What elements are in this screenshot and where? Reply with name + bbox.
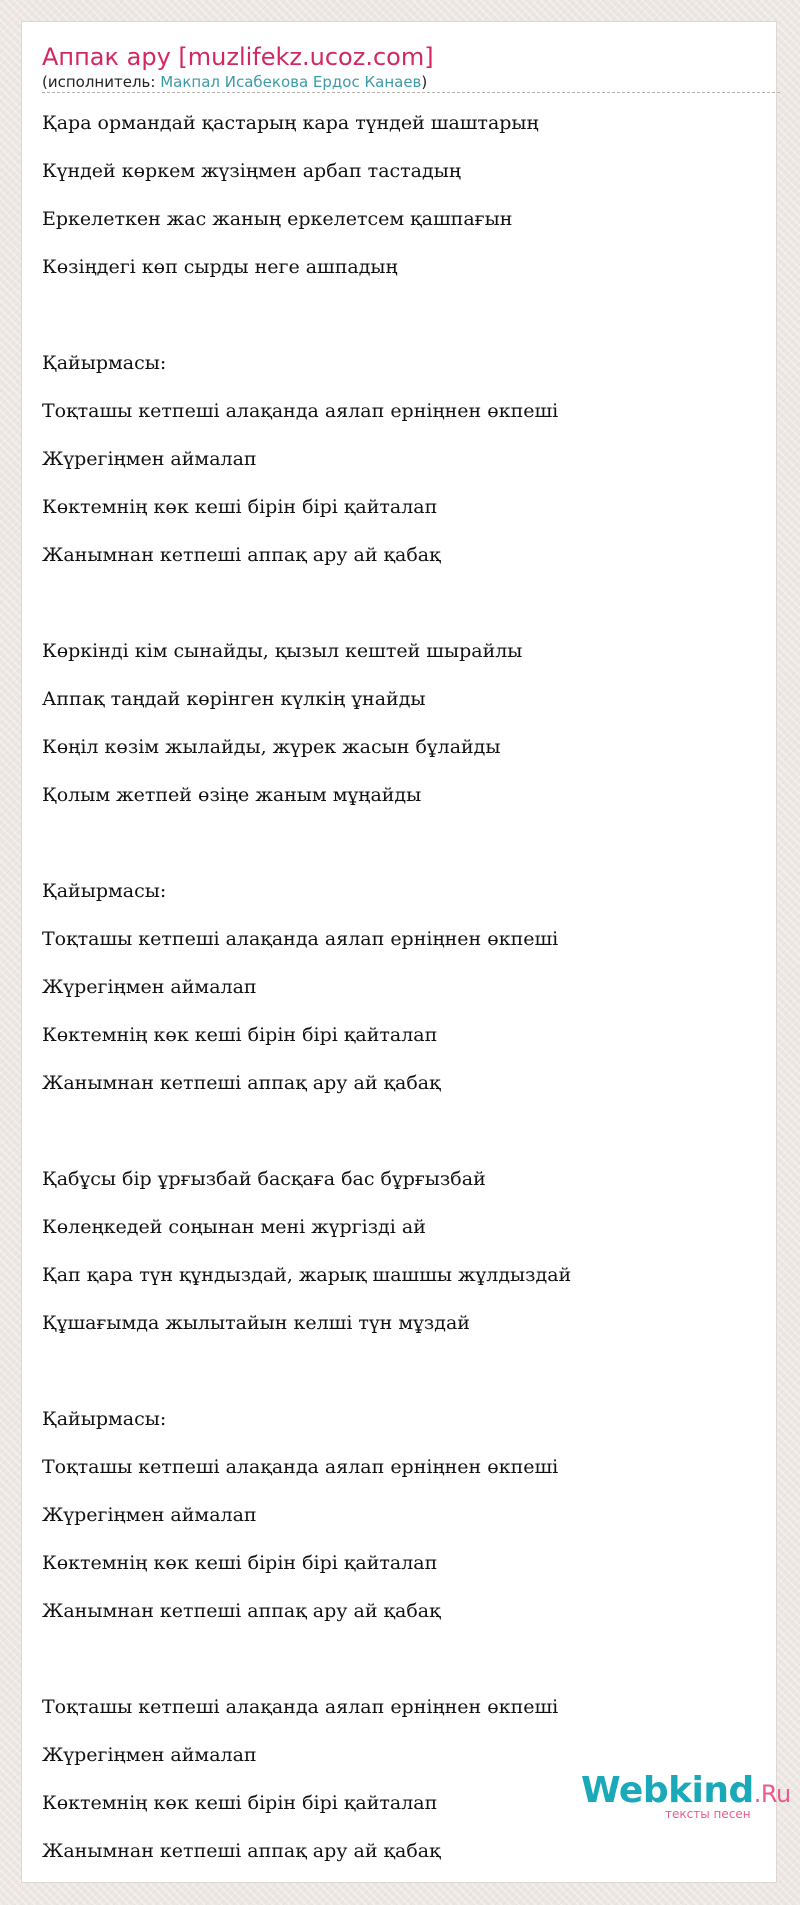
lyric-line: Қайырмасы: [42,880,167,902]
webkind-logo[interactable] [581,1769,791,1821]
lyric-line: Құшағымда жылытайын келші түн мұздай [42,1312,470,1334]
lyrics-stanza [42,99,762,291]
lyric-line: Аппақ таңдай көрінген күлкің ұнайды [42,688,426,710]
lyric-line: Тоқташы кетпеші алақанда аялап ерніңнен өкпеші [42,1696,559,1718]
lyrics-stanza [42,627,762,819]
lyric-line: Қайырмасы: [42,352,167,374]
page-title: Аппак ару [muzlifekz.ucoz.com] [42,43,434,71]
lyric-line: Тоқташы кетпеші алақанда аялап ерніңнен өкпеші [42,1456,559,1478]
lyrics-body [42,99,762,1875]
lyric-line: Жүрегіңмен аймалап [42,1504,257,1526]
performer-prefix: (исполнитель: [42,73,161,91]
lyric-line: Көктемнің көк кеші бірін бірі қайталап [42,1552,438,1574]
content-card [21,21,791,1883]
lyric-line: Қап қара түн құндыздай, жарық шашшы жұлдыздай [42,1264,572,1286]
performer-suffix: ) [421,73,428,91]
lyrics-stanza [42,339,762,579]
lyric-line: Жанымнан кетпеші аппақ ару ай қабақ [42,1840,441,1862]
lyric-line: Жанымнан кетпеші аппақ ару ай қабақ [42,1072,441,1094]
lyric-line: Жүрегіңмен аймалап [42,1744,257,1766]
lyric-line: Көктемнің көк кеші бірін бірі қайталап [42,1024,438,1046]
performer-link[interactable]: Макпал Исабекова Ердос Канаев [160,73,422,91]
logo-tld: .Ru [753,1780,791,1808]
lyric-line: Жанымнан кетпеші аппақ ару ай қабақ [42,1600,441,1622]
lyrics-stanza [42,1395,762,1635]
lyric-line: Еркелеткен жас жаның еркелетсем қашпағын [42,208,513,230]
logo-name: Webkind [581,1770,754,1811]
lyric-line: Жүрегіңмен аймалап [42,448,257,470]
lyrics-stanza [42,1155,762,1347]
performer-line [42,72,427,92]
lyric-line: Тоқташы кетпеші алақанда аялап ерніңнен өкпеші [42,400,559,422]
lyric-line: Көлеңкедей соңынан мені жүргізді ай [42,1216,426,1238]
lyric-line: Көзіңдегі көп сырды неге ашпадың [42,256,398,278]
lyric-line: Күндей көркем жүзіңмен арбап тастадың [42,160,462,182]
lyrics-stanza [42,867,762,1107]
lyric-line: Көркінді кім сынайды, қызыл кештей шырайлы [42,640,523,662]
lyric-line: Жүрегіңмен аймалап [42,976,257,998]
lyric-line: Қара ормандай қастарың кара түндей шаштарың [42,112,539,134]
lyric-line: Қолым жетпей өзіңе жаным мұңайды [42,784,422,806]
logo-tagline: тексты песен [665,1807,751,1821]
lyric-line: Қабұсы бір ұрғызбай басқаға бас бұрғызбай [42,1168,486,1190]
lyric-line: Жанымнан кетпеші аппақ ару ай қабақ [42,544,441,566]
lyric-line: Қайырмасы: [42,1408,167,1430]
lyric-line: Тоқташы кетпеші алақанда аялап ерніңнен өкпеші [42,928,559,950]
lyric-line: Көңіл көзім жылайды, жүрек жасын бұлайды [42,736,501,758]
lyric-line: Көктемнің көк кеші бірін бірі қайталап [42,1792,438,1814]
song-header [42,42,780,93]
lyric-line: Көктемнің көк кеші бірін бірі қайталап [42,496,438,518]
